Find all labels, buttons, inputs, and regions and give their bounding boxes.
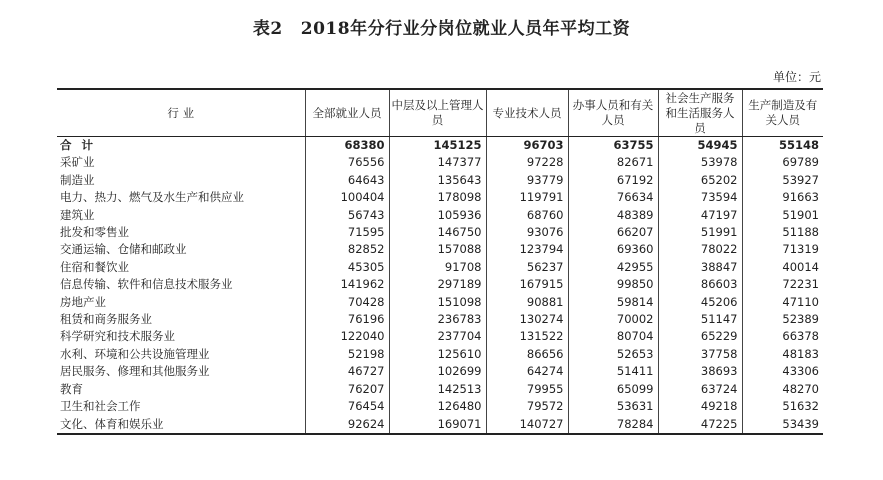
wage-value: 86603 [658, 276, 742, 293]
wage-value: 147377 [389, 154, 486, 171]
industry-name: 住宿和餐饮业 [60, 259, 129, 274]
wage-value: 53439 [742, 416, 823, 434]
wage-value: 48270 [742, 381, 823, 398]
wage-value: 63755 [568, 137, 658, 155]
wage-value: 70428 [305, 294, 389, 311]
wage-value: 71595 [305, 224, 389, 241]
industry-name: 科学研究和技术服务业 [60, 329, 175, 344]
wage-value: 65099 [568, 381, 658, 398]
wage-value: 51411 [568, 363, 658, 380]
wage-value: 131522 [486, 328, 568, 345]
wage-value: 92624 [305, 416, 389, 434]
industry-name: 制造业 [60, 172, 95, 187]
wage-value: 65202 [658, 172, 742, 189]
wage-value: 56237 [486, 259, 568, 276]
wage-value: 76556 [305, 154, 389, 171]
table-row [57, 346, 823, 363]
industry-name: 电力、热力、燃气及水生产和供应业 [60, 190, 244, 205]
wage-value: 42955 [568, 259, 658, 276]
industry-name: 居民服务、修理和其他服务业 [60, 364, 210, 379]
wage-value: 55148 [742, 137, 823, 155]
wage-value: 130274 [486, 311, 568, 328]
wage-value: 100404 [305, 189, 389, 206]
wage-table [57, 88, 823, 435]
table-row [57, 172, 823, 189]
wage-value: 97228 [486, 154, 568, 171]
wage-value: 102699 [389, 363, 486, 380]
wage-value: 79955 [486, 381, 568, 398]
wage-value: 86656 [486, 346, 568, 363]
wage-value: 46727 [305, 363, 389, 380]
table-row [57, 294, 823, 311]
wage-value: 91663 [742, 189, 823, 206]
wage-value: 53631 [568, 398, 658, 415]
wage-value: 53978 [658, 154, 742, 171]
header-managers: 中层及以上管理人员 [389, 89, 486, 137]
table-row [57, 241, 823, 258]
wage-value: 66378 [742, 328, 823, 345]
wage-value: 122040 [305, 328, 389, 345]
header-industry: 行 业 [57, 89, 305, 137]
wage-value: 119791 [486, 189, 568, 206]
header-all-employees: 全部就业人员 [305, 89, 389, 137]
wage-value: 48183 [742, 346, 823, 363]
table-row [57, 154, 823, 171]
wage-value: 54945 [658, 137, 742, 155]
header-row [57, 89, 823, 137]
wage-value: 151098 [389, 294, 486, 311]
industry-name: 卫生和社会工作 [60, 399, 141, 414]
table-number: 表2 [252, 19, 283, 39]
table-title-text: 2018年分行业分岗位就业人员年平均工资 [300, 19, 631, 39]
wage-value: 49218 [658, 398, 742, 415]
wage-value: 68760 [486, 207, 568, 224]
wage-value: 51147 [658, 311, 742, 328]
industry-name: 采矿业 [60, 155, 95, 170]
industry-name: 信息传输、软件和信息技术服务业 [60, 277, 233, 292]
wage-value: 78284 [568, 416, 658, 434]
header-clerks: 办事人员和有关人员 [568, 89, 658, 137]
wage-value: 64643 [305, 172, 389, 189]
wage-value: 123794 [486, 241, 568, 258]
wage-value: 45206 [658, 294, 742, 311]
wage-value: 146750 [389, 224, 486, 241]
wage-value: 135643 [389, 172, 486, 189]
wage-value: 93076 [486, 224, 568, 241]
wage-value: 47225 [658, 416, 742, 434]
wage-value: 66207 [568, 224, 658, 241]
wage-value: 65229 [658, 328, 742, 345]
wage-value: 72231 [742, 276, 823, 293]
wage-value: 52389 [742, 311, 823, 328]
wage-value: 169071 [389, 416, 486, 434]
wage-value: 69789 [742, 154, 823, 171]
wage-value: 51991 [658, 224, 742, 241]
wage-value: 73594 [658, 189, 742, 206]
wage-value: 40014 [742, 259, 823, 276]
unit-label: 单位：元 [772, 70, 821, 84]
wage-value: 70002 [568, 311, 658, 328]
wage-value: 37758 [658, 346, 742, 363]
industry-name: 批发和零售业 [60, 225, 129, 240]
wage-value: 297189 [389, 276, 486, 293]
wage-value: 52653 [568, 346, 658, 363]
wage-value: 167915 [486, 276, 568, 293]
wage-value: 76207 [305, 381, 389, 398]
table-row [57, 259, 823, 276]
wage-value: 67192 [568, 172, 658, 189]
wage-value: 82852 [305, 241, 389, 258]
header-professionals: 专业技术人员 [486, 89, 568, 137]
wage-value: 82671 [568, 154, 658, 171]
wage-value: 237704 [389, 328, 486, 345]
wage-value: 76454 [305, 398, 389, 415]
industry-name: 建筑业 [60, 207, 95, 222]
wage-value: 69360 [568, 241, 658, 258]
header-production-workers: 生产制造及有关人员 [742, 89, 823, 137]
industry-name: 租赁和商务服务业 [60, 312, 152, 327]
wage-value: 125610 [389, 346, 486, 363]
table-row [57, 189, 823, 206]
wage-value: 99850 [568, 276, 658, 293]
wage-value: 56743 [305, 207, 389, 224]
wage-value: 71319 [742, 241, 823, 258]
industry-name: 房地产业 [60, 294, 106, 309]
header-service-workers: 社会生产服务和生活服务人员 [658, 89, 742, 137]
wage-value: 90881 [486, 294, 568, 311]
wage-value: 51632 [742, 398, 823, 415]
industry-name: 合 计 [60, 138, 97, 152]
wage-value: 59814 [568, 294, 658, 311]
industry-name: 文化、体育和娱乐业 [57, 416, 305, 434]
table-row [57, 328, 823, 345]
table-row [57, 381, 823, 398]
table-row [57, 398, 823, 415]
total-row [57, 137, 823, 155]
table-row [57, 207, 823, 224]
wage-value: 78022 [658, 241, 742, 258]
wage-value: 47110 [742, 294, 823, 311]
wage-value: 80704 [568, 328, 658, 345]
wage-value: 96703 [486, 137, 568, 155]
wage-value: 51188 [742, 224, 823, 241]
table-row [57, 276, 823, 293]
industry-name: 交通运输、仓储和邮政业 [60, 242, 187, 257]
wage-value: 178098 [389, 189, 486, 206]
wage-value: 142513 [389, 381, 486, 398]
wage-value: 141962 [305, 276, 389, 293]
wage-value: 76196 [305, 311, 389, 328]
wage-value: 145125 [389, 137, 486, 155]
wage-value: 93779 [486, 172, 568, 189]
wage-value: 45305 [305, 259, 389, 276]
wage-value: 53927 [742, 172, 823, 189]
wage-value: 126480 [389, 398, 486, 415]
wage-value: 79572 [486, 398, 568, 415]
wage-value: 63724 [658, 381, 742, 398]
wage-value: 157088 [389, 241, 486, 258]
table-row [57, 363, 823, 380]
wage-value: 68380 [305, 137, 389, 155]
wage-value: 43306 [742, 363, 823, 380]
table-row [57, 224, 823, 241]
table-row [57, 311, 823, 328]
table-row [57, 416, 823, 434]
table-title [0, 14, 883, 39]
wage-value: 51901 [742, 207, 823, 224]
industry-name: 水利、环境和公共设施管理业 [60, 346, 210, 361]
industry-name: 教育 [60, 381, 83, 396]
wage-value: 105936 [389, 207, 486, 224]
wage-value: 48389 [568, 207, 658, 224]
wage-value: 91708 [389, 259, 486, 276]
wage-value: 47197 [658, 207, 742, 224]
wage-value: 64274 [486, 363, 568, 380]
wage-value: 38693 [658, 363, 742, 380]
wage-value: 76634 [568, 189, 658, 206]
wage-value: 52198 [305, 346, 389, 363]
wage-value: 38847 [658, 259, 742, 276]
wage-value: 236783 [389, 311, 486, 328]
wage-value: 140727 [486, 416, 568, 434]
